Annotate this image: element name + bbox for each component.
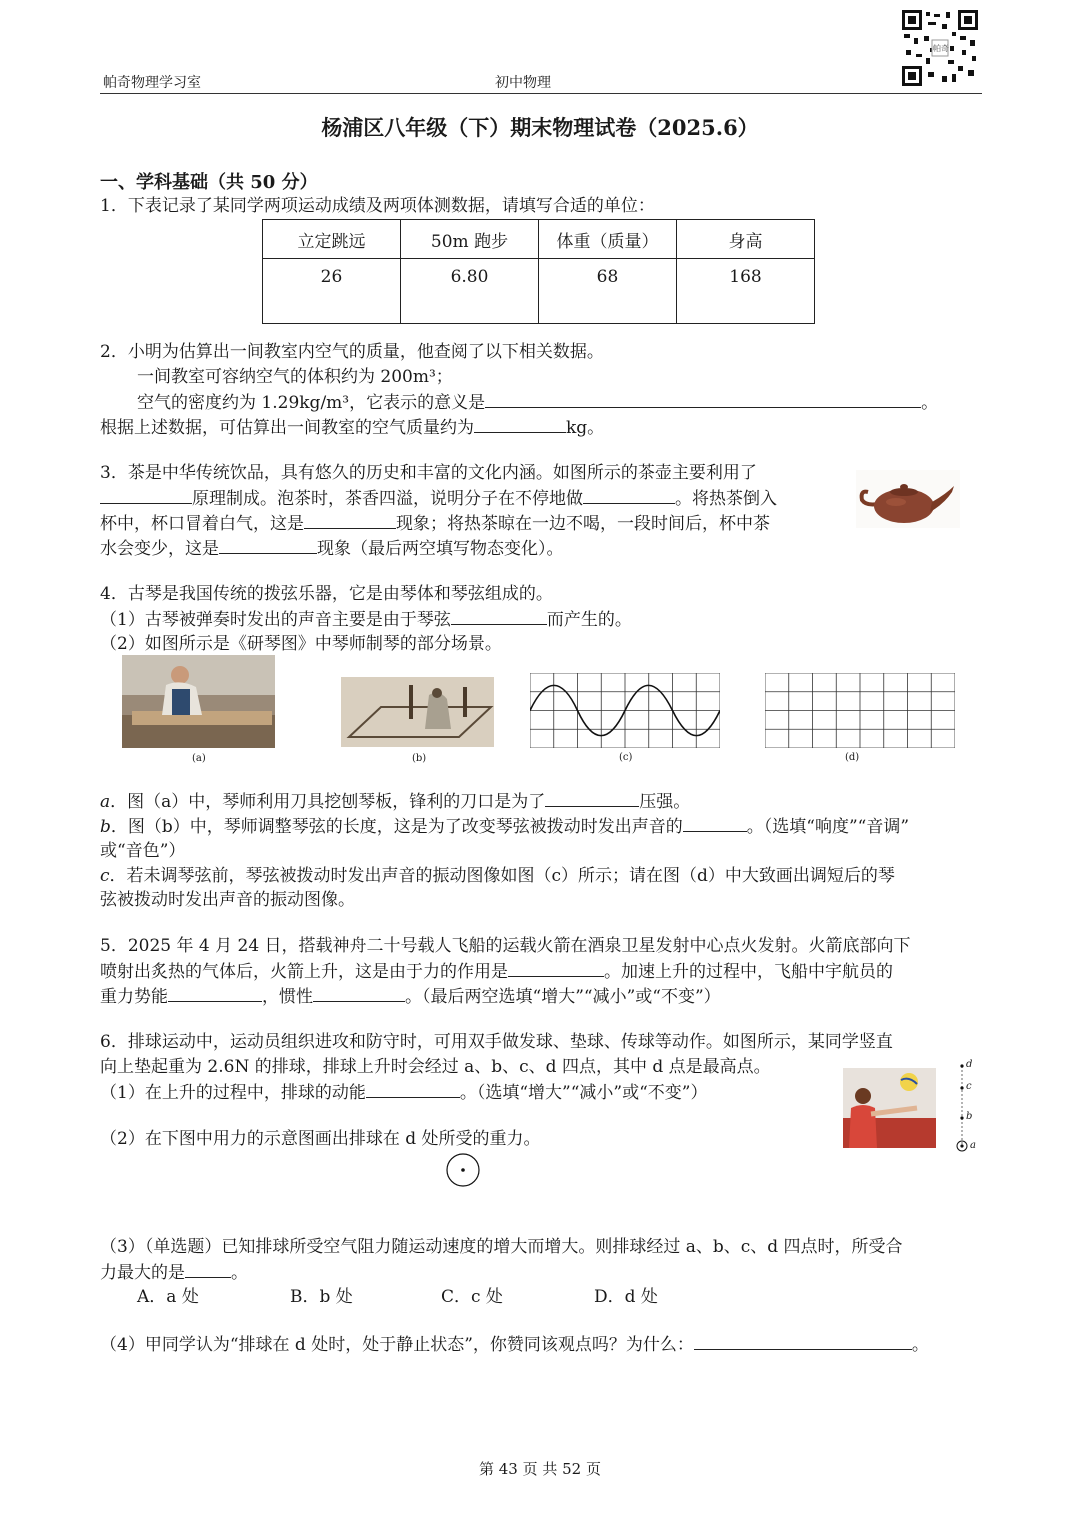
page-title: 杨浦区八年级（下）期末物理试卷（2025.6） xyxy=(321,115,759,140)
q6-part4-end: 。 xyxy=(911,1335,929,1355)
answer-blank[interactable] xyxy=(100,487,192,504)
q5-line1: 5．2025 年 4 月 24 日，搭载神舟二十号载人飞船的运载火箭在酒泉卫星发射中心点火发射。火箭底部向下 xyxy=(100,936,911,956)
answer-blank[interactable] xyxy=(545,790,639,807)
figure-caption: (d) xyxy=(845,752,860,763)
q4-c-line2: 弦被拨动时发出声音的振动图像。 xyxy=(100,890,355,910)
q3-line2-end: 。将热茶倒入 xyxy=(675,489,777,509)
section-heading: 一、学科基础（共 50 分） xyxy=(100,172,318,193)
answer-blank[interactable] xyxy=(168,985,262,1002)
q6-part3-text: 力最大的是 xyxy=(100,1263,185,1283)
q6-part3-end: 。 xyxy=(231,1263,248,1283)
q4-b-end: 。（选填“响度”“音调” xyxy=(746,817,910,837)
table-cell[interactable]: 68 xyxy=(539,259,677,324)
q4-a-mark: a xyxy=(100,792,111,812)
q5-line3-mid: ，惯性 xyxy=(262,987,313,1007)
option-a[interactable]: A．a 处 xyxy=(137,1287,199,1307)
teapot-image xyxy=(856,470,960,528)
ball-path-diagram xyxy=(950,1060,980,1156)
q5-line3-end: 。（最后两空选填“增大”“减小”或“不变”） xyxy=(405,987,721,1007)
q2-line3-text: 空气的密度约为 1.29kg/m³，它表示的意义是 xyxy=(137,393,486,413)
table-header: 立定跳远 xyxy=(263,220,401,259)
q3-line3-text: 杯中，杯口冒着白气，这是 xyxy=(100,514,304,534)
answer-blank[interactable] xyxy=(485,391,921,408)
q4-part1 xyxy=(100,608,632,631)
answer-blank[interactable] xyxy=(185,1261,231,1278)
figure-a-photo xyxy=(122,655,275,748)
q5-line2-text: 喷射出炙热的气体后，火箭上升，这是由于力的作用是 xyxy=(100,962,508,982)
q6-part2: （2）在下图中用力的示意图画出排球在 d 处所受的重力。 xyxy=(100,1129,541,1149)
q3-line2-text: 原理制成。泡茶时，茶香四溢，说明分子在不停地做 xyxy=(192,489,583,509)
q5-line2-end: 。加速上升的过程中，飞船中宇航员的 xyxy=(604,962,893,982)
answer-blank[interactable] xyxy=(474,416,566,433)
q4-part1-end: 而产生的。 xyxy=(546,610,632,630)
q4-a-text: ．图（a）中，琴师利用刀具挖刨琴板，锋利的刀口是为了 xyxy=(110,792,546,812)
header-rule xyxy=(100,93,982,94)
q2-line4 xyxy=(100,416,604,439)
answer-blank[interactable] xyxy=(366,1081,460,1098)
answer-blank[interactable] xyxy=(683,815,747,832)
q3-line2 xyxy=(100,487,777,510)
q1-text: 1．下表记录了某同学两项运动成绩及两项体测数据，请填写合适的单位： xyxy=(100,196,655,216)
answer-blank[interactable] xyxy=(313,985,405,1002)
q2-line3 xyxy=(137,391,938,414)
figure-caption: (c) xyxy=(619,752,633,763)
figure-b-painting xyxy=(341,677,494,747)
point-label-b: b xyxy=(966,1111,973,1122)
option-d[interactable]: D．d 处 xyxy=(594,1287,658,1307)
q2-line2: 一间教室可容纳空气的体积约为 200m³； xyxy=(137,367,453,387)
q4-part2: （2）如图所示是《研琴图》中琴师制琴的部分场景。 xyxy=(100,634,502,654)
q3-line4-text: 水会变少，这是 xyxy=(100,539,219,559)
q4-part1-text: （1）古琴被弹奏时发出的声音主要是由于琴弦 xyxy=(100,610,451,630)
answer-blank[interactable] xyxy=(304,512,396,529)
figure-caption: (a) xyxy=(192,753,206,764)
figure-caption: (b) xyxy=(412,753,427,764)
header-center: 初中物理 xyxy=(495,75,551,91)
q6-line2: 向上垫起重为 2.6N 的排球，排球上升时会经过 a、b、c、d 四点，其中 d 点是最高点。 xyxy=(100,1057,771,1077)
answer-blank[interactable] xyxy=(508,960,604,977)
q4-c xyxy=(100,865,895,887)
q4-b-text: ．图（b）中，琴师调整琴弦的长度，这是为了改变琴弦被拨动时发出声音的 xyxy=(110,817,683,837)
q4-b xyxy=(100,815,909,838)
q4-b-mark: b xyxy=(100,817,111,837)
q5-line3-text: 重力势能 xyxy=(100,987,168,1007)
point-label-a: a xyxy=(970,1140,976,1151)
q6-part4-text: （4）甲同学认为“排球在 d 处时，处于静止状态”，你赞同该观点吗？为什么： xyxy=(100,1335,694,1355)
answer-blank[interactable] xyxy=(451,608,547,625)
q3-line1: 3．茶是中华传统饮品，具有悠久的历史和丰富的文化内涵。如图所示的茶壶主要利用了 xyxy=(100,463,757,483)
option-c[interactable]: C．c 处 xyxy=(441,1287,503,1307)
q3-line3-end: 现象；将热茶晾在一边不喝，一段时间后，杯中茶 xyxy=(396,514,770,534)
q4-c-mark: c xyxy=(100,866,110,886)
answer-blank[interactable] xyxy=(694,1333,912,1350)
ball-at-d-diagram[interactable] xyxy=(445,1152,481,1188)
header-left: 帕奇物理学习室 xyxy=(103,75,201,91)
q4-line1: 4．古琴是我国传统的拨弦乐器，它是由琴体和琴弦组成的。 xyxy=(100,584,553,604)
volleyball-photo xyxy=(843,1068,936,1148)
q6-part1 xyxy=(100,1081,707,1104)
answer-blank[interactable] xyxy=(219,537,317,554)
table-cell[interactable]: 6.80 xyxy=(401,259,539,324)
q2-line1: 2．小明为估算出一间教室内空气的质量，他查阅了以下相关数据。 xyxy=(100,342,604,362)
option-b[interactable]: B．b 处 xyxy=(290,1287,353,1307)
q2-line3-end: 。 xyxy=(921,393,939,413)
table-cell[interactable]: 168 xyxy=(677,259,815,324)
figure-d-grid xyxy=(765,673,955,748)
q2-line4-text: 根据上述数据，可估算出一间教室的空气质量约为 xyxy=(100,418,474,438)
q4-b-line2: 或“音色”） xyxy=(100,841,186,861)
table-header: 50m 跑步 xyxy=(401,220,539,259)
q4-a-end: 压强。 xyxy=(639,792,691,812)
q6-part3: （3）（单选题）已知排球所受空气阻力随运动速度的增大而增大。则排球经过 a、b、c、d 四点时，所受合 xyxy=(100,1237,903,1257)
q5-line3 xyxy=(100,985,721,1008)
q6-part1-end: 。（选填“增大”“减小”或“不变”） xyxy=(459,1083,708,1103)
point-label-d: d xyxy=(966,1059,973,1070)
q6-part1-text: （1）在上升的过程中，排球的动能 xyxy=(100,1083,366,1103)
qr-code xyxy=(902,10,978,86)
q4-c-text: ．若未调琴弦前，琴弦被拨动时发出声音的振动图像如图（c）所示；请在图（d）中大致画出调短后的琴 xyxy=(109,866,895,886)
q6-part4 xyxy=(100,1333,929,1356)
q3-line4 xyxy=(100,537,564,560)
table-cell[interactable]: 26 xyxy=(263,259,401,324)
q1-table xyxy=(262,219,815,324)
q6-part3-line2 xyxy=(100,1261,248,1284)
table-header: 身高 xyxy=(677,220,815,259)
q4-a xyxy=(100,790,690,813)
table-header: 体重（质量） xyxy=(539,220,677,259)
answer-blank[interactable] xyxy=(583,487,675,504)
q3-line3 xyxy=(100,512,770,535)
point-label-c: c xyxy=(966,1081,972,1092)
q3-line4-end: 现象（最后两空填写物态变化）。 xyxy=(317,539,564,559)
page-footer: 第 43 页 共 52 页 xyxy=(478,1460,601,1478)
q6-line1: 6．排球运动中，运动员组织进攻和防守时，可用双手做发球、垫球、传球等动作。如图所示，某同学竖直 xyxy=(100,1032,893,1052)
q5-line2 xyxy=(100,960,893,983)
q2-line4-end: kg。 xyxy=(566,418,605,438)
qr-label: 帕奇 xyxy=(933,44,949,53)
figure-c-waveform xyxy=(530,673,720,748)
